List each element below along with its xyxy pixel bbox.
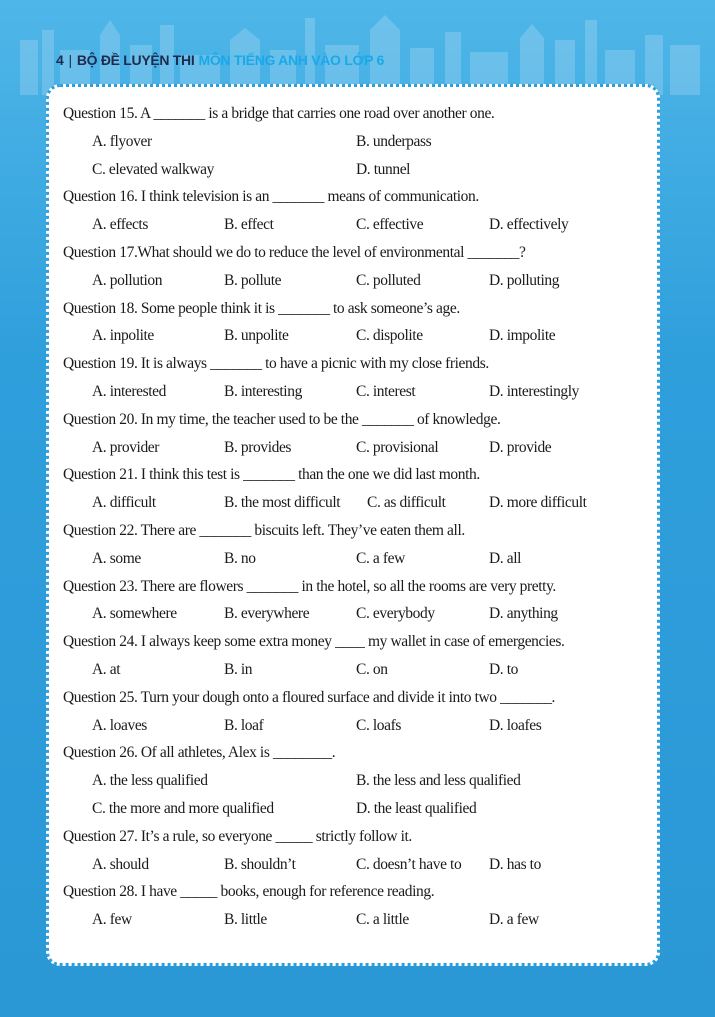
option: C. doesn’t have to — [356, 855, 462, 873]
option: B. shouldn’t — [224, 855, 296, 873]
option: C. as difficult — [367, 494, 446, 512]
option-row — [63, 378, 643, 406]
book-subtitle: MÔN TIẾNG ANH VÀO LỚP 6 — [198, 52, 384, 68]
option: B. provides — [224, 438, 292, 456]
option: C. interest — [356, 382, 416, 400]
option-row — [63, 434, 643, 462]
option: D. interestingly — [489, 382, 580, 400]
option: D. tunnel — [356, 160, 411, 178]
option: C. a little — [356, 911, 409, 929]
option: A. at — [92, 660, 121, 678]
option: C. on — [356, 660, 388, 678]
option: C. a few — [356, 549, 405, 567]
option: B. unpolite — [224, 327, 289, 345]
question-stem: Question 25. Turn your dough onto a floured surface and divide it into two _______. — [63, 688, 556, 706]
option-row — [63, 906, 643, 934]
option: D. to — [489, 660, 519, 678]
option: B. the less and less qualified — [356, 772, 521, 790]
option: A. provider — [92, 438, 160, 456]
option-row — [63, 851, 643, 879]
option: D. anything — [489, 605, 558, 623]
option-row — [63, 267, 643, 295]
question-stem: Question 28. I have _____ books, enough for reference reading. — [63, 883, 435, 901]
option-row — [63, 712, 643, 740]
question-stem: Question 24. I always keep some extra money ____ my wallet in case of emergencies. — [63, 633, 565, 651]
option: D. all — [489, 549, 522, 567]
option: D. polluting — [489, 271, 560, 289]
option: A. flyover — [92, 132, 152, 150]
option-row — [63, 156, 643, 184]
option: A. effects — [92, 216, 148, 234]
option-row — [63, 795, 643, 823]
option-row — [63, 545, 643, 573]
option: B. pollute — [224, 271, 282, 289]
header-divider: | — [68, 52, 72, 68]
option: C. dispolite — [356, 327, 423, 345]
option: B. underpass — [356, 132, 432, 150]
option-row — [63, 767, 643, 795]
page-header — [56, 48, 384, 72]
option: D. a few — [489, 911, 539, 929]
option-row — [63, 600, 643, 628]
option: C. effective — [356, 216, 424, 234]
question-list — [63, 100, 643, 934]
option: A. somewhere — [92, 605, 177, 623]
option: B. everywhere — [224, 605, 310, 623]
option: A. few — [92, 911, 132, 929]
option: B. no — [224, 549, 256, 567]
page-number: 4 — [56, 52, 64, 68]
option: C. polluted — [356, 271, 421, 289]
option: D. more difficult — [489, 494, 587, 512]
option: B. in — [224, 660, 253, 678]
question-stem: Question 18. Some people think it is _______ to ask someone’s age. — [63, 299, 460, 317]
question-stem: Question 20. In my time, the teacher used to be the _______ of knowledge. — [63, 410, 501, 428]
question-stem: Question 26. Of all athletes, Alex is ________. — [63, 744, 336, 762]
option: A. some — [92, 549, 141, 567]
option-row — [63, 656, 643, 684]
option: A. loaves — [92, 716, 147, 734]
question-stem: Question 19. It is always _______ to have a picnic with my close friends. — [63, 355, 489, 373]
option: D. the least qualified — [356, 799, 477, 817]
option: C. everybody — [356, 605, 435, 623]
option: A. pollution — [92, 271, 163, 289]
question-stem: Question 22. There are _______ biscuits left. They’ve eaten them all. — [63, 521, 465, 539]
option: A. inpolite — [92, 327, 154, 345]
option: D. has to — [489, 855, 541, 873]
option-row — [63, 128, 643, 156]
option: A. should — [92, 855, 149, 873]
question-stem: Question 15. A _______ is a bridge that carries one road over another one. — [63, 105, 495, 122]
question-stem: Question 16. I think television is an _______ means of communication. — [63, 188, 479, 206]
option: C. provisional — [356, 438, 439, 456]
option: B. effect — [224, 216, 274, 234]
option: C. the more and more qualified — [92, 799, 274, 817]
option-row — [63, 489, 643, 517]
option-row — [63, 322, 643, 350]
option: A. difficult — [92, 494, 156, 512]
option: B. the most difficult — [224, 494, 341, 512]
option: A. interested — [92, 382, 166, 400]
option: A. the less qualified — [92, 772, 208, 790]
option: D. effectively — [489, 216, 569, 234]
option-row — [63, 211, 643, 239]
option: B. loaf — [224, 716, 264, 734]
option: C. elevated walkway — [92, 160, 214, 178]
option: D. impolite — [489, 327, 556, 345]
book-title: BỘ ĐỀ LUYỆN THI — [76, 52, 195, 68]
question-stem: Question 21. I think this test is _______ than the one we did last month. — [63, 466, 480, 484]
option: D. loafes — [489, 716, 542, 734]
option: D. provide — [489, 438, 552, 456]
option: C. loafs — [356, 716, 402, 734]
question-stem: Question 23. There are flowers _______ in the hotel, so all the rooms are very pretty. — [63, 577, 556, 595]
question-stem: Question 17.What should we do to reduce the level of environmental _______? — [63, 243, 526, 261]
option: B. interesting — [224, 382, 302, 400]
question-stem: Question 27. It’s a rule, so everyone _____ strictly follow it. — [63, 827, 412, 845]
option: B. little — [224, 911, 267, 929]
